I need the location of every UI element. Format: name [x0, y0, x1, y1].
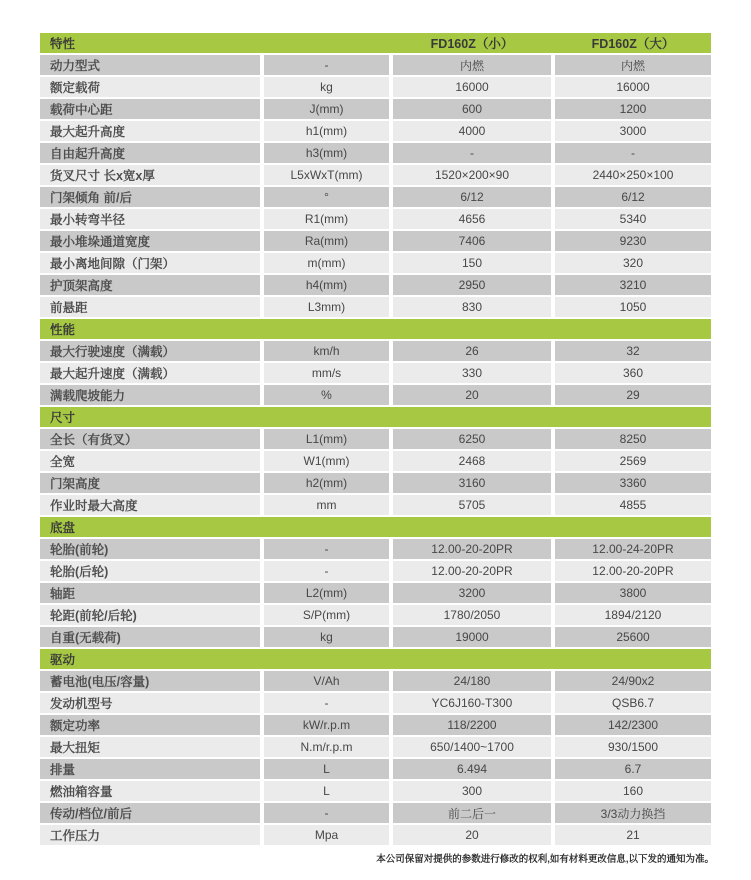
section-header: 尺寸 — [40, 407, 711, 427]
value-large-cell: 3800 — [555, 583, 711, 603]
value-small-cell: 16000 — [393, 77, 551, 97]
spec-label-cell: 轮胎(前轮) — [40, 539, 260, 559]
value-small-cell: 内燃 — [393, 55, 551, 75]
value-large-cell: - — [555, 143, 711, 163]
header-unit-label — [264, 33, 389, 53]
spec-label-cell: 货叉尺寸 长x宽x厚 — [40, 165, 260, 185]
spec-label-cell: 额定功率 — [40, 715, 260, 735]
header-model-large: FD160Z（大） — [591, 37, 675, 51]
unit-cell: - — [264, 539, 389, 559]
value-small-cell: 26 — [393, 341, 551, 361]
spec-label-cell: 最小堆垛通道宽度 — [40, 231, 260, 251]
value-small-cell: 7406 — [393, 231, 551, 251]
value-small-cell: 12.00-20-20PR — [393, 561, 551, 581]
unit-cell: h3(mm) — [264, 143, 389, 163]
footer-disclaimer: 本公司保留对提供的参数进行修改的权利,如有材料更改信息,以下发的通知为准。 — [376, 854, 714, 865]
unit-cell: - — [264, 803, 389, 823]
unit-cell: kg — [264, 77, 389, 97]
spec-label-cell: 最大起升高度 — [40, 121, 260, 141]
unit-cell: h1(mm) — [264, 121, 389, 141]
unit-cell: ° — [264, 187, 389, 207]
value-large-cell: 24/90x2 — [555, 671, 711, 691]
spec-label-cell: 作业时最大高度 — [40, 495, 260, 515]
value-small-cell: 150 — [393, 253, 551, 273]
value-large-cell: 3000 — [555, 121, 711, 141]
value-small-cell: 650/1400~1700 — [393, 737, 551, 757]
spec-label-cell: 最大扭矩 — [40, 737, 260, 757]
value-small-cell: 300 — [393, 781, 551, 801]
value-small-cell: - — [393, 143, 551, 163]
value-large-cell: 160 — [555, 781, 711, 801]
unit-cell: W1(mm) — [264, 451, 389, 471]
spec-label-cell: 最大行驶速度（满载） — [40, 341, 260, 361]
value-large-cell: 4855 — [555, 495, 711, 515]
spec-label-cell: 最大起升速度（满载） — [40, 363, 260, 383]
spec-label-cell: 轮胎(后轮) — [40, 561, 260, 581]
value-large-cell: 21 — [555, 825, 711, 845]
unit-cell: L5xWxT(mm) — [264, 165, 389, 185]
unit-cell: mm/s — [264, 363, 389, 383]
spec-label-cell: 动力型式 — [40, 55, 260, 75]
value-small-cell: 2468 — [393, 451, 551, 471]
unit-cell: Ra(mm) — [264, 231, 389, 251]
value-small-cell: 20 — [393, 825, 551, 845]
value-large-cell: QSB6.7 — [555, 693, 711, 713]
unit-cell: - — [264, 693, 389, 713]
value-large-cell: 12.00-20-20PR — [555, 561, 711, 581]
unit-cell: L3mm) — [264, 297, 389, 317]
unit-cell: % — [264, 385, 389, 405]
value-large-cell: 360 — [555, 363, 711, 383]
value-small-cell: 118/2200 — [393, 715, 551, 735]
value-large-cell: 16000 — [555, 77, 711, 97]
unit-cell: L — [264, 781, 389, 801]
spec-label-cell: 传动/档位/前后 — [40, 803, 260, 823]
unit-cell: kg — [264, 627, 389, 647]
spec-label-cell: 额定载荷 — [40, 77, 260, 97]
section-header: 性能 — [40, 319, 711, 339]
value-large-cell: 9230 — [555, 231, 711, 251]
value-large-cell: 6.7 — [555, 759, 711, 779]
value-small-cell: 6.494 — [393, 759, 551, 779]
value-small-cell: 4656 — [393, 209, 551, 229]
spec-label-cell: 燃油箱容量 — [40, 781, 260, 801]
value-large-cell: 12.00-24-20PR — [555, 539, 711, 559]
unit-cell: mm — [264, 495, 389, 515]
spec-label-cell: 自重(无载荷) — [40, 627, 260, 647]
spec-label-cell: 蓄电池(电压/容量) — [40, 671, 260, 691]
spec-label-cell: 满载爬坡能力 — [40, 385, 260, 405]
value-large-cell: 2440×250×100 — [555, 165, 711, 185]
unit-cell: S/P(mm) — [264, 605, 389, 625]
value-large-cell: 1200 — [555, 99, 711, 119]
spec-label-cell: 全长（有货叉） — [40, 429, 260, 449]
section-header: 驱动 — [40, 649, 711, 669]
table-header-row — [40, 33, 711, 53]
value-small-cell: 1780/2050 — [393, 605, 551, 625]
value-large-cell: 25600 — [555, 627, 711, 647]
spec-label-cell: 最小离地间隙（门架） — [40, 253, 260, 273]
unit-cell: - — [264, 561, 389, 581]
value-small-cell: 330 — [393, 363, 551, 383]
spec-label-cell: 排量 — [40, 759, 260, 779]
value-large-cell: 3210 — [555, 275, 711, 295]
value-small-cell: 5705 — [393, 495, 551, 515]
section-header: 底盘 — [40, 517, 711, 537]
spec-label-cell: 全宽 — [40, 451, 260, 471]
value-large-cell: 320 — [555, 253, 711, 273]
value-large-cell: 930/1500 — [555, 737, 711, 757]
value-small-cell: 前二后一 — [393, 803, 551, 823]
spec-label-cell: 发动机型号 — [40, 693, 260, 713]
value-small-cell: 20 — [393, 385, 551, 405]
value-large-cell: 29 — [555, 385, 711, 405]
value-small-cell: 24/180 — [393, 671, 551, 691]
unit-cell: h2(mm) — [264, 473, 389, 493]
spec-label-cell: 工作压力 — [40, 825, 260, 845]
value-small-cell: 600 — [393, 99, 551, 119]
unit-cell: L1(mm) — [264, 429, 389, 449]
value-large-cell: 2569 — [555, 451, 711, 471]
value-large-cell: 1050 — [555, 297, 711, 317]
unit-cell: kW/r.p.m — [264, 715, 389, 735]
spec-label-cell: 前悬距 — [40, 297, 260, 317]
value-small-cell: 3160 — [393, 473, 551, 493]
value-large-cell: 142/2300 — [555, 715, 711, 735]
value-small-cell: 4000 — [393, 121, 551, 141]
value-large-cell: 8250 — [555, 429, 711, 449]
spec-label-cell: 载荷中心距 — [40, 99, 260, 119]
value-small-cell: 3200 — [393, 583, 551, 603]
unit-cell: V/Ah — [264, 671, 389, 691]
unit-cell: Mpa — [264, 825, 389, 845]
value-small-cell: 6250 — [393, 429, 551, 449]
value-small-cell: 12.00-20-20PR — [393, 539, 551, 559]
value-large-cell: 6/12 — [555, 187, 711, 207]
header-model-small: FD160Z（小） — [430, 37, 514, 51]
value-large-cell: 1894/2120 — [555, 605, 711, 625]
value-large-cell: 32 — [555, 341, 711, 361]
spec-label-cell: 门架高度 — [40, 473, 260, 493]
value-large-cell: 5340 — [555, 209, 711, 229]
spec-label-cell: 护顶架高度 — [40, 275, 260, 295]
unit-cell: N.m/r.p.m — [264, 737, 389, 757]
value-small-cell: 19000 — [393, 627, 551, 647]
unit-cell: L — [264, 759, 389, 779]
value-small-cell: 2950 — [393, 275, 551, 295]
unit-cell: km/h — [264, 341, 389, 361]
spec-label-cell: 自由起升高度 — [40, 143, 260, 163]
spec-label-cell: 门架倾角 前/后 — [40, 187, 260, 207]
value-large-cell: 内燃 — [555, 55, 711, 75]
spec-table — [40, 33, 711, 845]
value-small-cell: 6/12 — [393, 187, 551, 207]
spec-label-cell: 最小转弯半径 — [40, 209, 260, 229]
unit-cell: R1(mm) — [264, 209, 389, 229]
spec-label-cell: 轴距 — [40, 583, 260, 603]
value-small-cell: 1520×200×90 — [393, 165, 551, 185]
unit-cell: L2(mm) — [264, 583, 389, 603]
unit-cell: J(mm) — [264, 99, 389, 119]
unit-cell: - — [264, 55, 389, 75]
header-feature-label: 特性 — [50, 37, 76, 51]
unit-cell: m(mm) — [264, 253, 389, 273]
value-large-cell: 3360 — [555, 473, 711, 493]
value-large-cell: 3/3动力换挡 — [555, 803, 711, 823]
spec-label-cell: 轮距(前轮/后轮) — [40, 605, 260, 625]
unit-cell: h4(mm) — [264, 275, 389, 295]
value-small-cell: YC6J160-T300 — [393, 693, 551, 713]
value-small-cell: 830 — [393, 297, 551, 317]
